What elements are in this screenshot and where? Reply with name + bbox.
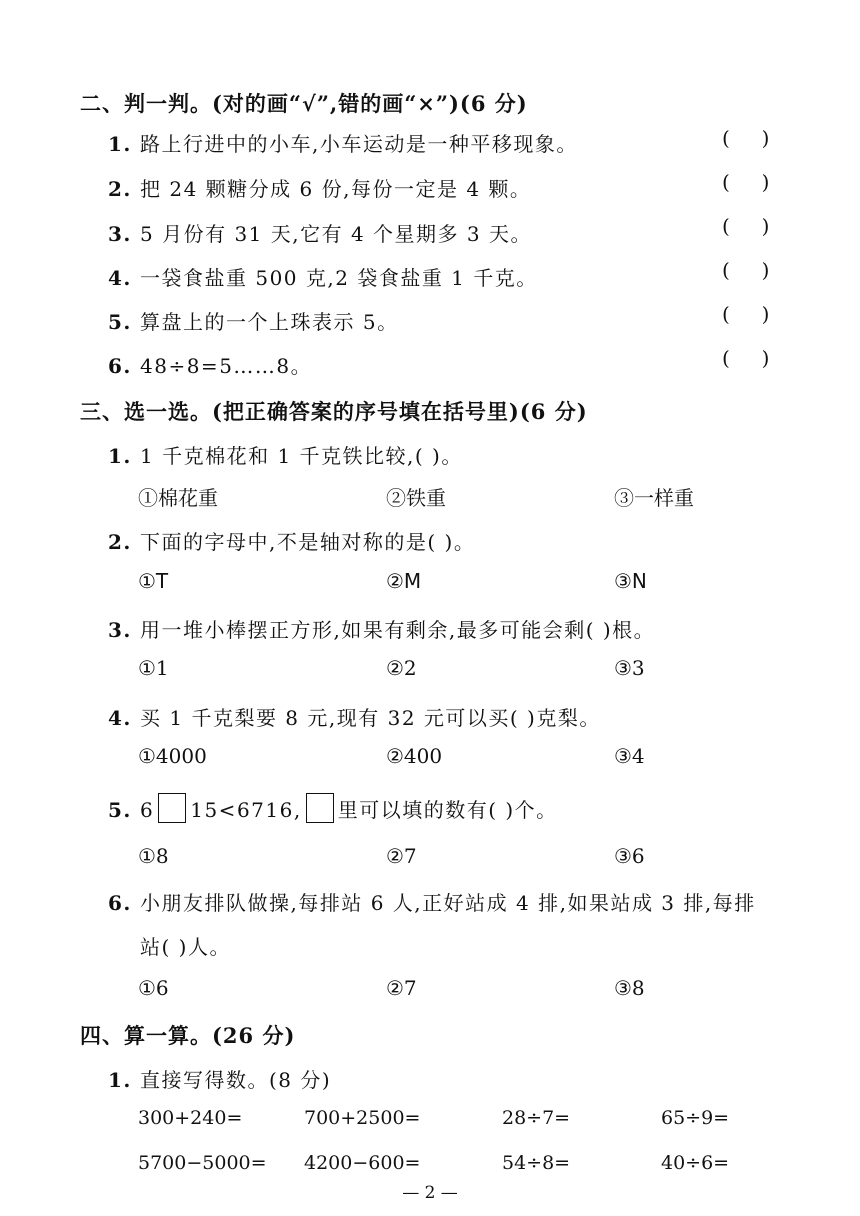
item-number: 6. bbox=[108, 891, 132, 915]
item-text: 48÷8=5……8。 bbox=[140, 354, 313, 378]
item-number: 1. bbox=[108, 132, 132, 156]
item-number: 1. bbox=[108, 1068, 132, 1092]
question-text-line-2: 站( )人。 bbox=[140, 935, 231, 959]
option-2: ②2 bbox=[386, 656, 417, 680]
subsection-text: 直接写得数。(8 分) bbox=[140, 1068, 332, 1092]
option-2: ②7 bbox=[386, 976, 417, 1000]
question-text-line-1: 小朋友排队做操,每排站 6 人,正好站成 4 排,如果站成 3 排,每排 bbox=[140, 891, 756, 915]
blank-box[interactable] bbox=[306, 793, 334, 823]
option-2: ②铁重 bbox=[386, 486, 446, 510]
question-text-part-a: 6 bbox=[140, 798, 155, 822]
choice-question-4 bbox=[108, 702, 601, 731]
calc-expression: 700+2500= bbox=[304, 1107, 421, 1129]
option-2: ②400 bbox=[386, 744, 443, 768]
item-number: 4. bbox=[108, 706, 132, 730]
option-2: ②M bbox=[386, 569, 422, 593]
option-3: ③一样重 bbox=[614, 486, 694, 510]
blank-box[interactable] bbox=[158, 793, 186, 823]
item-number: 6. bbox=[108, 354, 132, 378]
calc-expression: 28÷7= bbox=[502, 1107, 571, 1129]
judge-item-5 bbox=[108, 306, 399, 335]
option-1: ①1 bbox=[138, 656, 169, 680]
item-text: 5 月份有 31 天,它有 4 个星期多 3 天。 bbox=[140, 222, 532, 246]
judge-item-3 bbox=[108, 218, 532, 247]
item-number: 5. bbox=[108, 798, 132, 822]
item-number: 1. bbox=[108, 444, 132, 468]
answer-paren-3[interactable]: ( ) bbox=[722, 214, 770, 238]
item-number: 3. bbox=[108, 618, 132, 642]
item-text: 把 24 颗糖分成 6 份,每份一定是 4 颗。 bbox=[140, 177, 532, 201]
option-3: ③N bbox=[614, 569, 647, 593]
item-number: 2. bbox=[108, 177, 132, 201]
question-text: 用一堆小棒摆正方形,如果有剩余,最多可能会剩( )根。 bbox=[140, 618, 656, 642]
judge-item-1 bbox=[108, 128, 578, 157]
question-text: 下面的字母中,不是轴对称的是( )。 bbox=[140, 530, 476, 554]
answer-paren-4[interactable]: ( ) bbox=[722, 258, 770, 282]
calc-expression: 4200−600= bbox=[304, 1152, 421, 1174]
answer-paren-1[interactable]: ( ) bbox=[722, 126, 770, 150]
item-number: 2. bbox=[108, 530, 132, 554]
calc-expression: 54÷8= bbox=[502, 1152, 571, 1174]
choice-question-6 bbox=[108, 887, 756, 916]
judge-item-4 bbox=[108, 262, 538, 291]
option-3: ③8 bbox=[614, 976, 645, 1000]
question-text-part-c: 里可以填的数有( )个。 bbox=[337, 798, 558, 822]
section-2-title: 二、判一判。(对的画“√”,错的画“×”)(6 分) bbox=[80, 91, 528, 116]
option-1: ①T bbox=[138, 569, 169, 593]
answer-paren-2[interactable]: ( ) bbox=[722, 170, 770, 194]
item-text: 算盘上的一个上珠表示 5。 bbox=[140, 310, 399, 334]
choice-question-2 bbox=[108, 526, 475, 555]
item-number: 3. bbox=[108, 222, 132, 246]
option-3: ③6 bbox=[614, 844, 645, 868]
section-3-title: 三、选一选。(把正确答案的序号填在括号里)(6 分) bbox=[80, 399, 588, 424]
choice-question-3 bbox=[108, 614, 655, 643]
calc-expression: 5700−5000= bbox=[138, 1152, 267, 1174]
option-1: ①6 bbox=[138, 976, 169, 1000]
option-1: ①4000 bbox=[138, 744, 207, 768]
question-text: 1 千克棉花和 1 千克铁比较,( )。 bbox=[140, 444, 463, 468]
calc-expression: 65÷9= bbox=[661, 1107, 730, 1129]
calc-expression: 300+240= bbox=[138, 1107, 243, 1129]
option-2: ②7 bbox=[386, 844, 417, 868]
section-4-title: 四、算一算。(26 分) bbox=[80, 1023, 296, 1048]
option-1: ①棉花重 bbox=[138, 486, 218, 510]
option-1: ①8 bbox=[138, 844, 169, 868]
judge-item-2 bbox=[108, 173, 531, 202]
calc-expression: 40÷6= bbox=[661, 1152, 730, 1174]
question-text-part-b: 15<6716, bbox=[190, 798, 302, 822]
item-number: 5. bbox=[108, 310, 132, 334]
answer-paren-5[interactable]: ( ) bbox=[722, 302, 770, 326]
answer-paren-6[interactable]: ( ) bbox=[722, 346, 770, 370]
question-text: 买 1 千克梨要 8 元,现有 32 元可以买( )克梨。 bbox=[140, 706, 601, 730]
page-number: — 2 — bbox=[402, 1183, 458, 1203]
item-text: 一袋食盐重 500 克,2 袋食盐重 1 千克。 bbox=[140, 266, 538, 290]
option-3: ③3 bbox=[614, 656, 645, 680]
item-number: 4. bbox=[108, 266, 132, 290]
judge-item-6 bbox=[108, 350, 312, 379]
choice-question-1 bbox=[108, 440, 463, 469]
choice-question-5 bbox=[108, 793, 558, 823]
calc-subsection-1 bbox=[108, 1064, 331, 1093]
item-text: 路上行进中的小车,小车运动是一种平移现象。 bbox=[140, 132, 578, 156]
option-3: ③4 bbox=[614, 744, 645, 768]
